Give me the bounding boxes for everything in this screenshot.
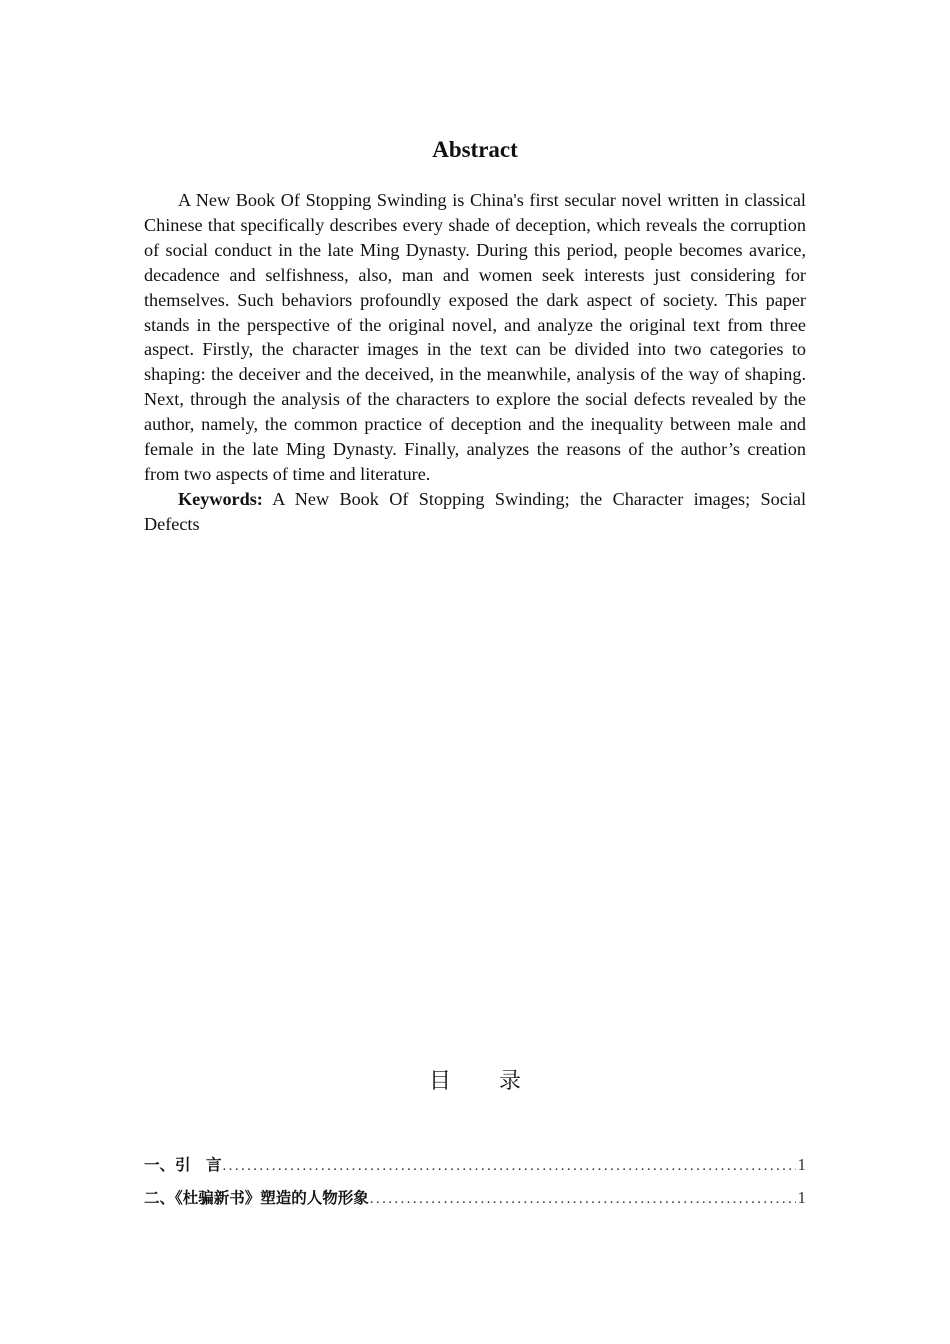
toc-title [0, 1066, 950, 1098]
toc-leader-dots [223, 1153, 796, 1179]
toc-entry-page: 1 [797, 1188, 806, 1207]
keywords-label: Keywords: [178, 488, 263, 509]
abstract-paragraph: A New Book Of Stopping Swinding is China's first secular novel written in classical Chinese that specifically describes every shade of deception, which reveals the corruption of social conduct in the late Ming Dynasty. During this period, people becomes avarice, decadence and selfishness, also, man and women seek interests just considering for themselves. Such behaviors profoundly exposed the dark aspect of society. This paper stands in the perspective of the original novel, and analyze the original text from three aspect. Firstly, the character images in the text can be divided into two categories to shaping: the deceiver and the deceived, in the meanwhile, analysis of the way of shaping. Next, through the analysis of the characters to explore the social defects revealed by the author, namely, the common practice of deception and the inequality between male and female in the late Ming Dynasty. Finally, analyzes the reasons of the author’s creation from two aspects of time and literature. [144, 190, 806, 484]
toc-entry-introduction[interactable] [144, 1152, 806, 1178]
keywords-line [144, 487, 806, 537]
keywords-text: A New Book Of Stopping Swinding; the Character images; Social Defects [144, 488, 807, 534]
abstract-title: Abstract [432, 137, 518, 162]
toc-title-char-2: 录 [499, 1069, 522, 1094]
abstract-section [144, 188, 806, 537]
table-of-contents [144, 1152, 806, 1218]
toc-entry-label: 一、引 言 [144, 1156, 222, 1174]
toc-title-char-1: 目 [428, 1069, 451, 1094]
toc-entry-character-images[interactable] [144, 1185, 806, 1211]
toc-entry-label: 二、《杜骗新书》塑造的人物形象 [144, 1189, 369, 1207]
toc-entry-page: 1 [797, 1155, 806, 1174]
toc-leader-dots [370, 1186, 796, 1212]
